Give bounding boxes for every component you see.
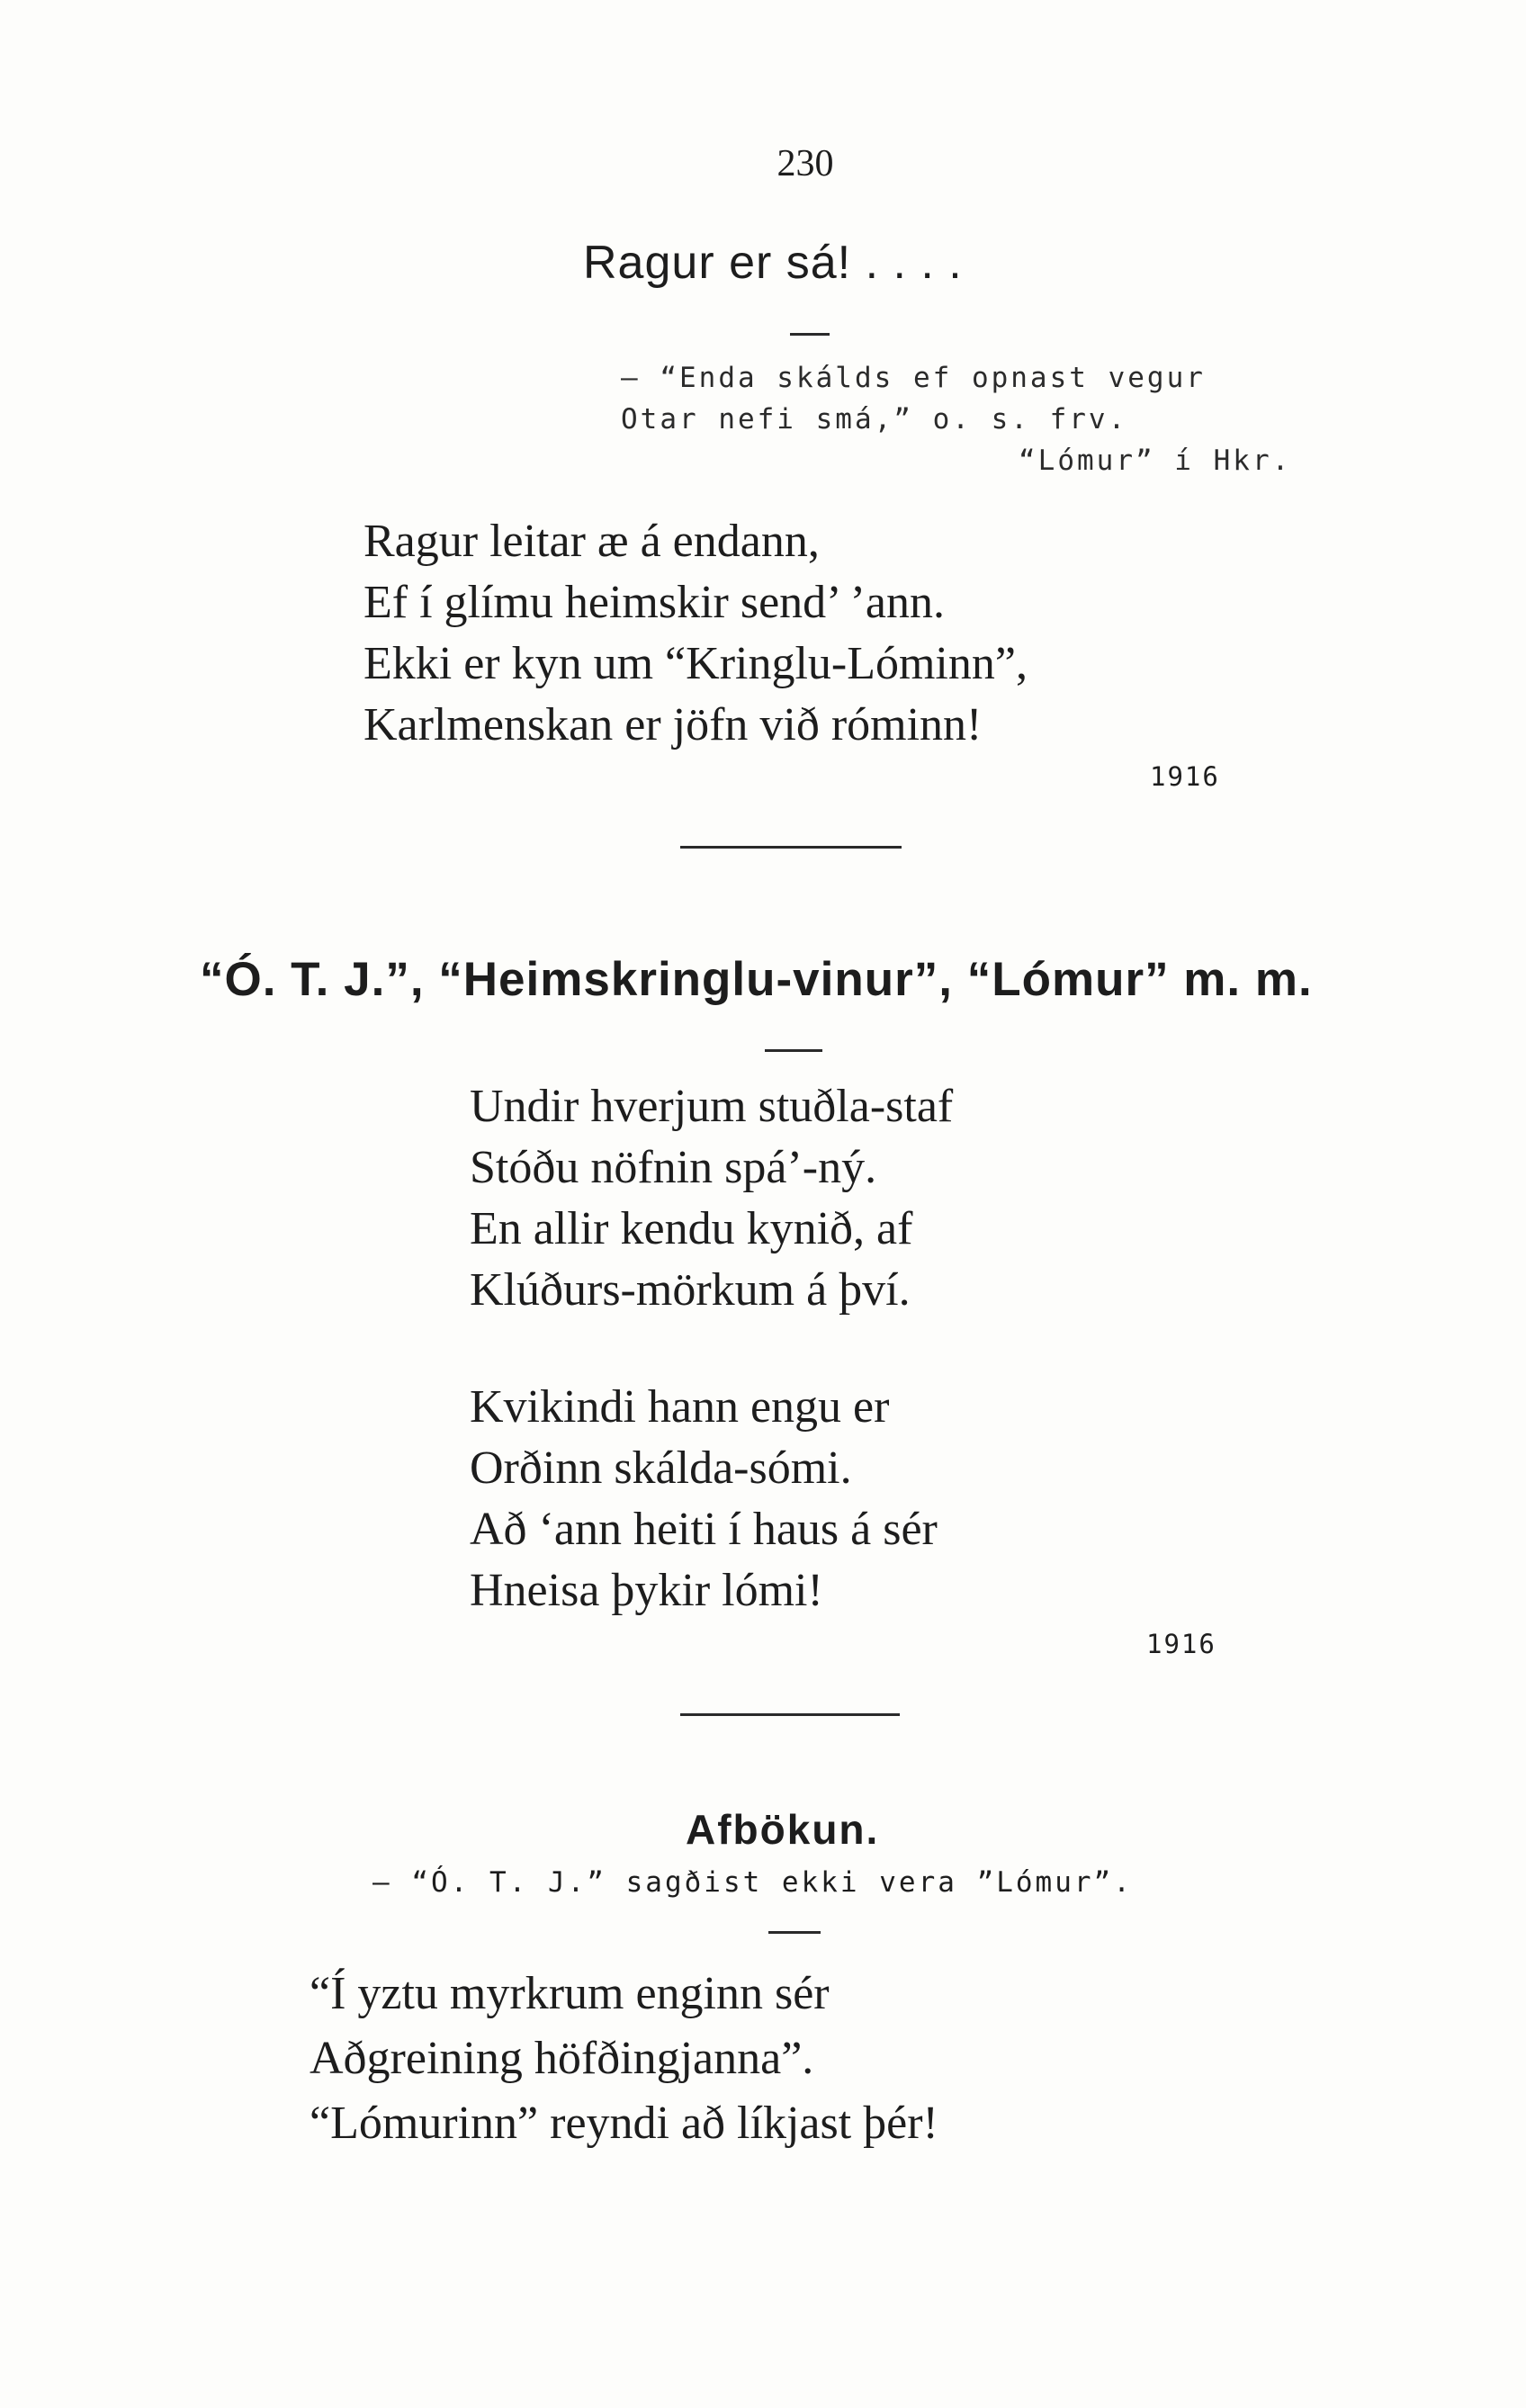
short-rule [790,333,830,336]
section-title: Ragur er sá! . . . . [583,237,963,289]
section-title: Afbökun. [686,1806,880,1853]
verse-line: Karlmenskan er jöfn við róminn! [364,699,983,750]
verse-line: Undir hverjum stuðla-staf [470,1081,954,1132]
page-number: 230 [776,143,834,184]
section-divider [680,846,902,849]
verse-line: Hneisa þykir lómi! [470,1565,823,1616]
section-divider [680,1713,900,1716]
short-rule [768,1931,821,1934]
verse-line: Orðinn skálda-sómi. [470,1442,852,1494]
verse-line: Ef í glímu heimskir send’ ’ann. [364,577,946,628]
verse-line: Kvikindi hann engu er [470,1381,890,1433]
verse-line: Að ‘ann heiti í haus á sér [470,1504,938,1555]
short-rule [765,1049,822,1052]
stanza [470,1076,953,1321]
epigraph-line: — “Enda skálds ef opnast vegur [621,362,1206,394]
verse-line: En allir kendu kynið, af [470,1203,913,1254]
stanza [470,1377,938,1622]
verse-line: Stóðu nöfnin spá’-ný. [470,1142,877,1193]
verse [310,1962,938,2156]
verse-line: Ragur leitar æ á endann, [364,516,820,567]
epigraph-attribution: “Lómur” í Hkr. [1019,445,1292,477]
verse-line: Ekki er kyn um “Kringlu-Lóminn”, [364,638,1028,689]
verse-line: Klúðurs-mörkum á því. [470,1264,911,1316]
year: 1916 [1146,1629,1216,1659]
section-title: “Ó. T. J.”, “Heimskringlu-vinur”, “Lómur” m. m. [200,953,1313,1006]
verse [364,511,1028,756]
verse-line: “Lómurinn” reyndi að líkjast þér! [310,2098,938,2149]
year: 1916 [1150,761,1220,792]
epigraph-line: — “Ó. T. J.” sagðist ekki vera ”Lómur”. [373,1866,1133,1899]
verse-line: “Í yztu myrkrum enginn sér [310,1968,830,2019]
epigraph-line: Otar nefi smá,” o. s. frv. [621,403,1128,436]
verse-line: Aðgreining höfðingjanna”. [310,2033,814,2084]
